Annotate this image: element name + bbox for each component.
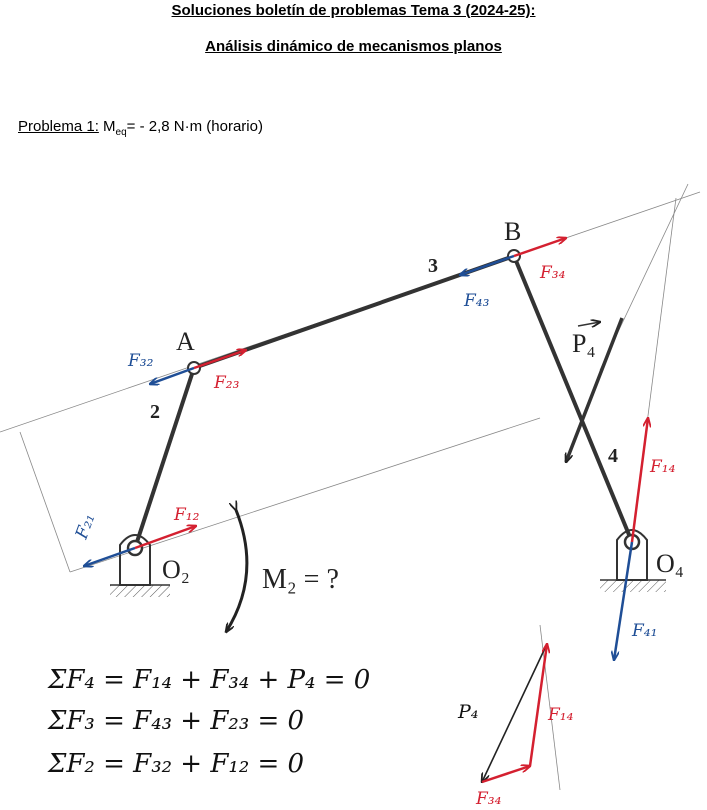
problem-label: Problema 1: — [18, 118, 99, 135]
construction-lines — [0, 184, 700, 790]
polygon-label-f34: F₃₄ — [476, 789, 502, 809]
label-f43: F₄₃ — [464, 291, 490, 311]
force-f32-arrow — [150, 368, 194, 384]
label-f12: F₁₂ — [174, 505, 200, 525]
label-link-4: 4 — [608, 445, 618, 467]
force-f43-arrow — [460, 256, 514, 275]
label-f41: F₄₁ — [632, 621, 658, 641]
force-f34-arrow — [514, 238, 566, 256]
link-4 — [514, 256, 632, 542]
p4-vector-bar — [578, 322, 600, 326]
label-link-3: 3 — [428, 255, 438, 277]
label-f32: F₃₂ — [128, 351, 154, 371]
problem-result: = - 2,8 N·m (horario) — [126, 118, 263, 135]
force-f23-arrow — [194, 350, 246, 368]
force-f21-arrow — [84, 548, 135, 566]
label-b: B — [504, 217, 522, 246]
meq-subscript: eq — [115, 127, 127, 138]
label-f34: F₃₄ — [540, 263, 566, 283]
equation-sum-f3: ΣF₃ = F₄₃ + F₂₃ = 0 — [48, 706, 305, 736]
equation-sum-f2: ΣF₂ = F₃₂ + F₁₂ = 0 — [48, 749, 305, 779]
force-polygon — [457, 644, 574, 809]
document-title: Soluciones boletín de problemas Tema 3 (2024-25): — [171, 2, 536, 19]
equation-sum-f4: ΣF₄ = F₁₄ + F₃₄ + P₄ = 0 — [48, 665, 371, 695]
label-o2: O₂ — [162, 555, 190, 584]
label-f23: F₂₃ — [214, 373, 240, 393]
label-a: A — [176, 327, 195, 356]
label-torque: M₂ = ? — [262, 564, 339, 595]
label-p4: P₄ — [572, 329, 596, 358]
label-f14: F₁₄ — [650, 457, 676, 477]
polygon-label-p4: P₄ — [458, 701, 479, 723]
label-o4: O₄ — [656, 549, 684, 578]
torque-m2-arrow — [226, 510, 247, 632]
label-link-2: 2 — [150, 401, 160, 423]
meq-symbol: M — [103, 118, 116, 135]
document-subtitle: Análisis dinámico de mecanismos planos — [205, 38, 502, 55]
label-f21: F₂₁ — [71, 510, 100, 542]
polygon-label-f14: F₁₄ — [548, 705, 574, 725]
force-f14-arrow — [632, 418, 648, 542]
force-f12-arrow — [135, 526, 196, 548]
